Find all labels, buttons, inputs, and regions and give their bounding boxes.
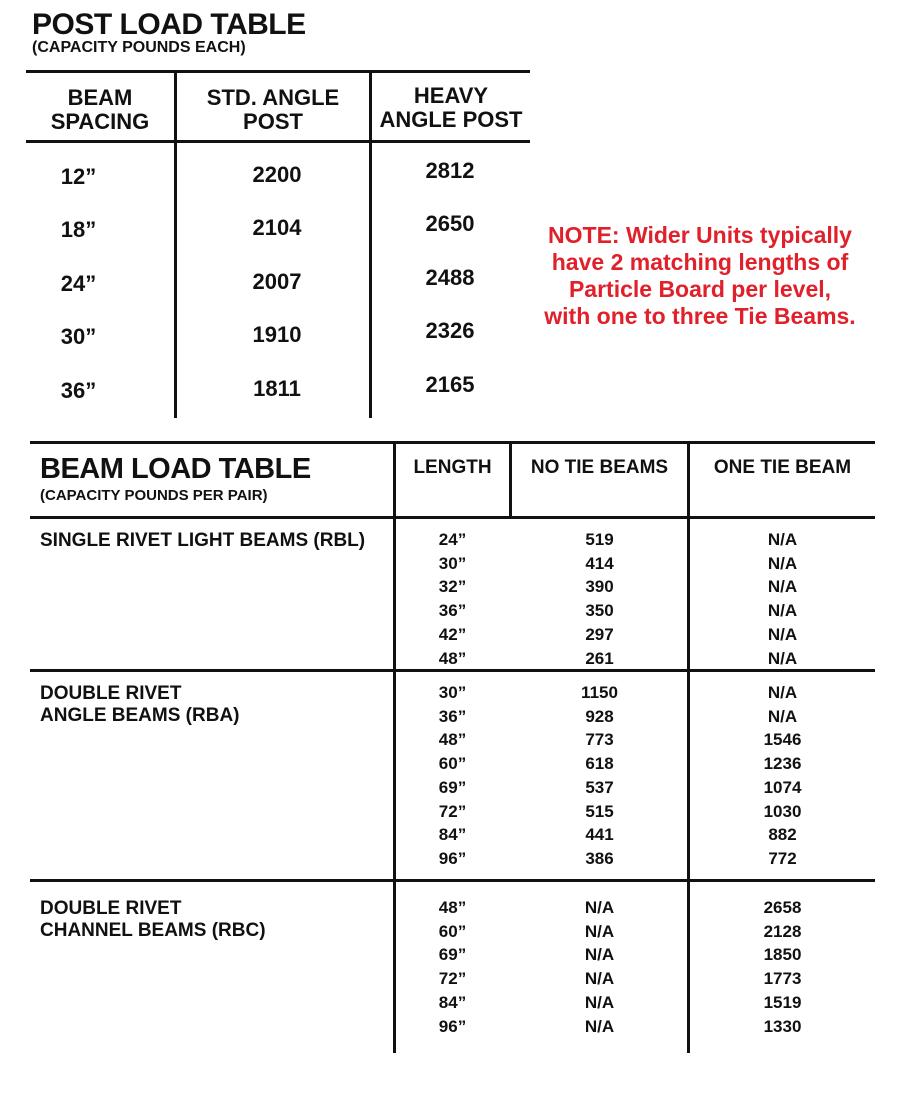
beam-table-title: BEAM LOAD TABLE [40, 453, 311, 485]
beam-length-cell: 36” [438, 706, 467, 726]
beam-one-tie-cell: 1850 [763, 945, 802, 965]
beam-no-tie-cell: 1150 [581, 683, 618, 702]
beam-one-tie-cell: 772 [768, 848, 797, 868]
beam-length-cell: 69” [438, 777, 467, 797]
beam-no-tie-cell: 773 [585, 730, 614, 750]
beam-group-separator [30, 669, 875, 672]
beam-length-cell: 72” [438, 801, 467, 821]
post-table-subtitle: (CAPACITY POUNDS EACH) [32, 39, 246, 56]
header-heavy-angle-post: HEAVY ANGLE POST [379, 83, 523, 133]
header-length: LENGTH [413, 457, 492, 478]
beam-length-cell: 96” [438, 848, 467, 868]
beam-one-tie-cell: N/A [767, 648, 798, 668]
note-text: NOTE: Wider Units typically have 2 matching lengths of Particle Board per level, with one to three Tie Beams. [544, 222, 856, 329]
post-heavy-cell: 2812 [425, 158, 475, 183]
post-std-cell: 2200 [252, 162, 302, 187]
beam-length-cell: 69” [438, 945, 467, 965]
header-no-tie-beams: NO TIE BEAMS [530, 457, 669, 478]
beam-no-tie-cell: 928 [585, 706, 614, 726]
header-one-tie-beam: ONE TIE BEAM [713, 457, 852, 478]
post-heavy-cell: 2165 [425, 372, 475, 397]
beam-no-tie-cell: 618 [585, 754, 614, 774]
header-std-angle-post: STD. ANGLE POST [206, 85, 340, 135]
post-spacing-cell: 24” [60, 271, 97, 296]
beam-table-top-rule [30, 441, 875, 444]
beam-length-cell: 84” [438, 992, 467, 1012]
post-heavy-cell: 2488 [425, 265, 475, 290]
beam-length-cell: 84” [438, 825, 467, 845]
beam-group-separator [30, 879, 875, 882]
beam-one-tie-cell: 1773 [763, 969, 802, 989]
beam-one-tie-cell: 1546 [763, 730, 802, 750]
beam-one-tie-cell: N/A [767, 530, 798, 549]
post-std-cell: 2007 [252, 269, 302, 294]
beam-no-tie-cell: 386 [585, 848, 614, 868]
beam-no-tie-cell: 297 [585, 624, 614, 644]
beam-one-tie-cell: 2658 [763, 898, 802, 917]
beam-no-tie-cell: N/A [584, 898, 615, 917]
post-spacing-cell: 30” [60, 324, 97, 349]
beam-length-cell: 60” [438, 921, 467, 941]
beam-no-tie-cell: N/A [584, 992, 615, 1012]
post-spacing-cell: 18” [60, 217, 97, 242]
beam-no-tie-cell: 261 [585, 648, 614, 668]
post-heavy-cell: 2650 [425, 211, 475, 236]
beam-one-tie-cell: N/A [767, 683, 798, 702]
post-std-cell: 1910 [252, 322, 302, 347]
beam-table-col-divider-2 [509, 441, 512, 518]
beam-no-tie-cell: N/A [584, 969, 615, 989]
beam-one-tie-cell: 1074 [763, 777, 802, 797]
beam-one-tie-cell: N/A [767, 553, 798, 573]
beam-group-name: SINGLE RIVET LIGHT BEAMS (RBL) [40, 530, 366, 551]
beam-length-cell: 48” [438, 648, 467, 668]
beam-one-tie-cell: N/A [767, 706, 798, 726]
beam-no-tie-cell: N/A [584, 921, 615, 941]
post-table-top-rule [26, 70, 530, 73]
beam-table-header-rule [30, 516, 875, 519]
beam-no-tie-cell: 515 [585, 801, 614, 821]
post-std-cell: 1811 [253, 376, 301, 401]
beam-one-tie-cell: 1330 [763, 1016, 802, 1036]
header-beam-spacing: BEAM SPACING [50, 85, 150, 135]
post-table-title: POST LOAD TABLE [32, 8, 306, 41]
beam-length-cell: 24” [438, 530, 467, 549]
beam-one-tie-cell: N/A [767, 624, 798, 644]
beam-length-cell: 30” [438, 553, 467, 573]
beam-length-cell: 60” [438, 754, 467, 774]
beam-no-tie-cell: 441 [585, 825, 614, 845]
post-spacing-cell: 36” [60, 378, 97, 403]
beam-table-subtitle: (CAPACITY POUNDS PER PAIR) [40, 487, 268, 504]
beam-group-name: DOUBLE RIVET CHANNEL BEAMS (RBC) [40, 898, 266, 941]
beam-one-tie-cell: N/A [767, 577, 798, 597]
beam-length-cell: 48” [438, 730, 467, 750]
post-table-header-rule [26, 140, 530, 143]
beam-no-tie-cell: 414 [585, 553, 614, 573]
beam-group-name: DOUBLE RIVET ANGLE BEAMS (RBA) [40, 683, 240, 726]
beam-no-tie-cell: 519 [585, 530, 614, 549]
beam-no-tie-cell: 537 [585, 777, 614, 797]
beam-one-tie-cell: 1030 [763, 801, 802, 821]
post-std-cell: 2104 [252, 215, 302, 240]
beam-no-tie-cell: 390 [585, 577, 614, 597]
beam-length-cell: 96” [438, 1016, 467, 1036]
beam-one-tie-cell: N/A [767, 601, 798, 621]
beam-one-tie-cell: 882 [768, 825, 797, 845]
post-spacing-cell: 12” [60, 164, 97, 189]
post-heavy-cell: 2326 [425, 318, 475, 343]
beam-length-cell: 36” [438, 601, 467, 621]
beam-length-cell: 42” [438, 624, 467, 644]
beam-length-cell: 32” [438, 577, 467, 597]
beam-one-tie-cell: 1519 [763, 992, 802, 1012]
beam-one-tie-cell: 1236 [763, 754, 802, 774]
beam-length-cell: 48” [438, 898, 467, 917]
beam-no-tie-cell: 350 [585, 601, 614, 621]
beam-length-cell: 72” [438, 969, 467, 989]
beam-one-tie-cell: 2128 [763, 921, 802, 941]
beam-no-tie-cell: N/A [584, 945, 615, 965]
beam-length-cell: 30” [438, 683, 467, 702]
beam-no-tie-cell: N/A [584, 1016, 615, 1036]
